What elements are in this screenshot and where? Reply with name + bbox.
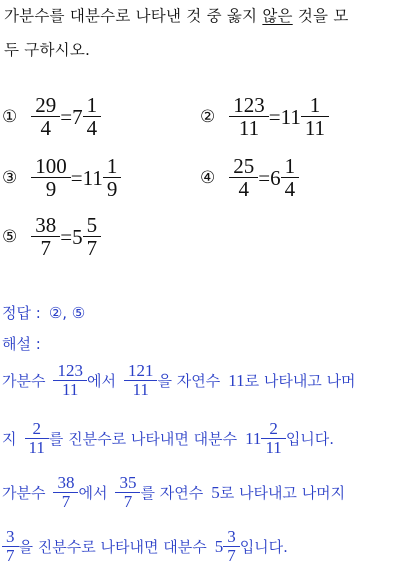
answer-line xyxy=(2,302,85,323)
choice-5 xyxy=(2,214,101,260)
equals-sign: = xyxy=(268,104,281,129)
improper-fraction: $\frac{25}{4}$ xyxy=(231,155,256,201)
proper-fraction: $\frac{1}{4}$ xyxy=(85,94,100,140)
choice-2 xyxy=(200,94,329,140)
fraction: $\frac{3}{7}$ xyxy=(4,528,17,566)
answer-label: 정답 : xyxy=(2,304,41,322)
fraction: $\frac{35}{7}$ xyxy=(117,474,138,512)
proper-fraction: $\frac{1}{9}$ xyxy=(105,155,120,201)
choice-1 xyxy=(2,94,101,140)
explanation-line-4: $\frac{3}{7}$ 을 진분수로 나타내면 대분수 5 $\frac{3}{7}$ 입니다. xyxy=(2,528,288,566)
choice-number: ④ xyxy=(200,168,216,189)
improper-fraction: $\frac{123}{11}$ xyxy=(231,94,267,140)
equals-sign: = xyxy=(60,104,73,129)
fraction: $\frac{2}{11}$ xyxy=(27,420,47,458)
fraction: $\frac{38}{7}$ xyxy=(55,474,76,512)
explanation-line-2: 지 $\frac{2}{11}$ 를 진분수로 나타내면 대분수 11 $\frac{2}{11}$ 입니다. xyxy=(2,419,335,457)
underlined-word: 않은 xyxy=(262,7,293,25)
choice-number: ① xyxy=(2,107,18,128)
equals-sign: = xyxy=(60,224,73,249)
question-text xyxy=(4,4,349,26)
fraction: $\frac{121}{11}$ xyxy=(126,362,156,400)
whole-number: 11 xyxy=(82,165,103,190)
whole-number: 11 xyxy=(280,104,301,129)
proper-fraction: $\frac{5}{7}$ xyxy=(85,214,100,260)
whole-number: 5 xyxy=(72,224,83,249)
explanation-line-3: 가분수 $\frac{38}{7}$ 에서 $\frac{35}{7}$ 를 자연수 5 로 나타내고 나머지 xyxy=(2,473,346,511)
whole-number: 7 xyxy=(72,104,83,129)
improper-fraction: $\frac{29}{4}$ xyxy=(33,94,58,140)
fraction: $\frac{2}{11}$ xyxy=(263,420,283,458)
choice-number: ③ xyxy=(2,168,18,189)
explanation-line-1: 가분수 $\frac{123}{11}$ 에서 $\frac{121}{11}$ 을 자연수 11 로 나타내고 나머 xyxy=(2,361,356,399)
explanation-label: 해설 : xyxy=(2,335,41,353)
equals-sign: = xyxy=(70,165,83,190)
equals-sign: = xyxy=(258,165,271,190)
proper-fraction: $\frac{1}{11}$ xyxy=(303,94,327,140)
question-line2: 두 구하시오. xyxy=(4,41,91,59)
fraction: $\frac{123}{11}$ xyxy=(55,362,85,400)
answer-value: ②, ⑤ xyxy=(48,303,86,322)
fraction: $\frac{3}{7}$ xyxy=(225,528,238,566)
improper-fraction: $\frac{38}{7}$ xyxy=(33,214,58,260)
choice-number: ② xyxy=(200,107,216,128)
choice-3 xyxy=(2,155,121,201)
choice-4 xyxy=(200,155,299,201)
whole-number: 6 xyxy=(270,165,281,190)
improper-fraction: $\frac{100}{9}$ xyxy=(33,155,69,201)
choice-number: ⑤ xyxy=(2,227,18,248)
question-line1: 가분수를 대분수로 나타낸 것 중 옳지 않은 것을 모 xyxy=(4,7,349,25)
proper-fraction: $\frac{1}{4}$ xyxy=(283,155,298,201)
